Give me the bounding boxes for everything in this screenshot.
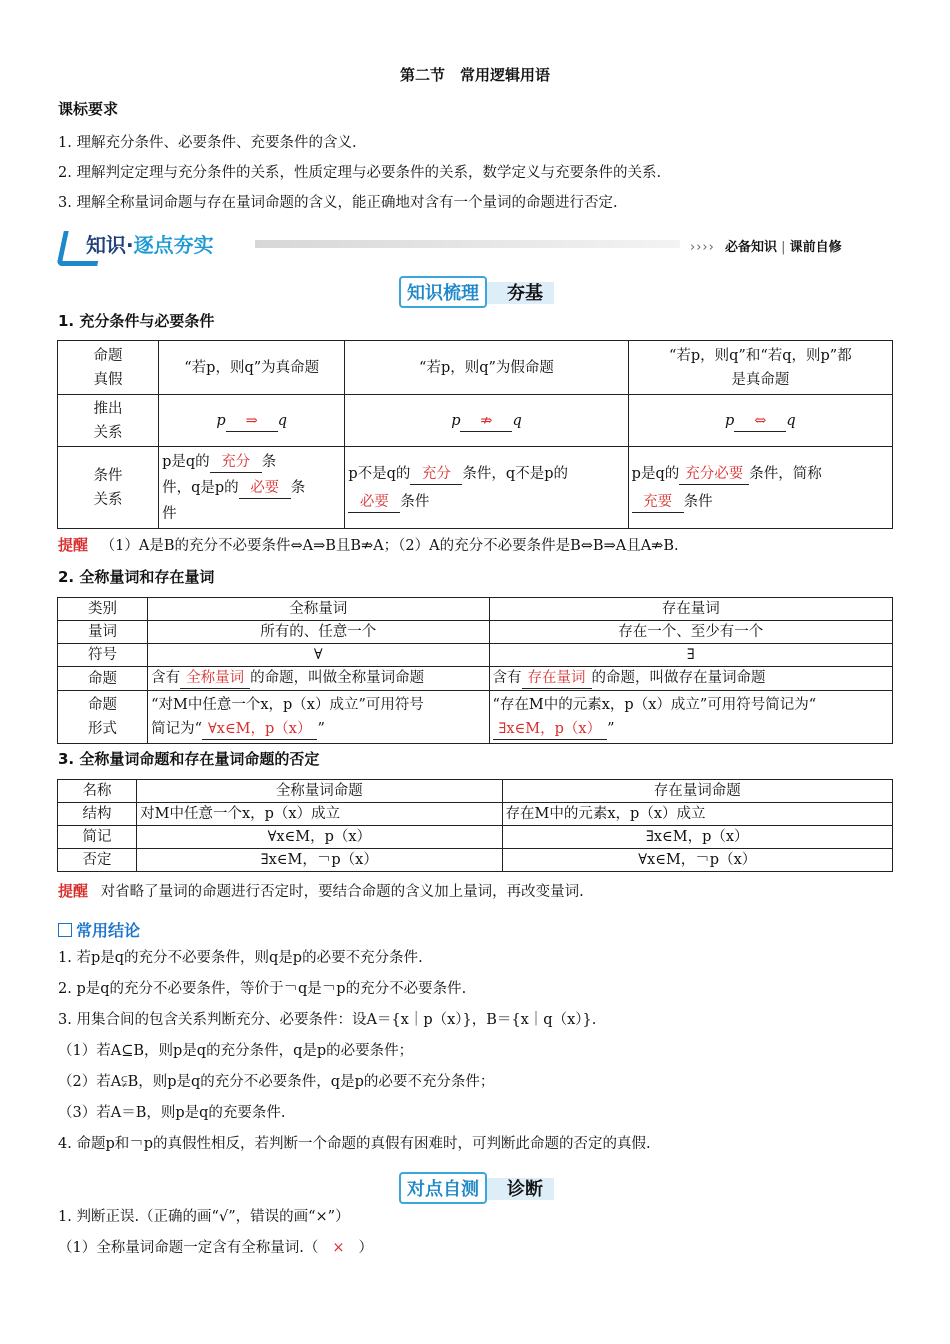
header-cell: 全称量词命题: [137, 780, 502, 803]
table-cell: ∃x∈M，￢p（x）: [137, 849, 502, 872]
reminder-text: 对省略了量词的命题进行否定时，要结合命题的含义加上量词，再改变量词.: [100, 884, 584, 900]
conclusion-item: 3. 用集合间的包含关系判断充分、必要条件：设A＝{x｜p（x）}，B＝{x｜q（x）}.: [58, 1012, 597, 1028]
answer-blank: 充分: [210, 453, 262, 473]
section2-heading: 2. 全称量词和存在量词: [58, 568, 215, 586]
banner-sep: |: [781, 240, 786, 255]
answer-blank: ∃x∈M，p（x）: [493, 720, 608, 740]
cell-not-sufficient: p不是q的 充分 条件，q不是p的 必要 条件: [345, 447, 628, 529]
cell-iff: p ⇔ q: [628, 395, 892, 447]
banner-divider: [255, 240, 680, 248]
conclusion-item: （3）若A＝B，则p是q的充要条件.: [58, 1105, 286, 1121]
curriculum-item: 1. 理解充分条件、必要条件、充要条件的含义.: [58, 135, 357, 151]
quantifier-table: [57, 597, 893, 744]
row-label: 符号: [58, 644, 148, 667]
exercise-answer: ×: [332, 1240, 345, 1256]
reminder-text: （1）A是B的充分不必要条件⇔A⇒B且B⇏A；（2）A的充分不必要条件是B⇔B⇒A且A⇏B.: [100, 538, 679, 554]
row-label: 命题 真假: [58, 341, 159, 395]
condition-table: [57, 340, 893, 529]
reminder-label: 提醒: [58, 882, 89, 900]
answer-blank: 全称量词: [180, 669, 250, 689]
table-cell: 存在一个、至少有一个: [489, 621, 893, 644]
cell-true: “若p，则q”为真命题: [159, 341, 345, 395]
badge-self-test-tail: 诊断: [507, 1179, 543, 1200]
table-cell: ∀x∈M，p（x）: [137, 826, 502, 849]
table-cell: 含有 全称量词 的命题，叫做全称量词命题: [148, 667, 489, 691]
curriculum-item: 2. 理解判定定理与充分条件的关系，性质定理与必要条件的关系，数学定义与充要条件的关系.: [58, 165, 662, 181]
header-cell: 全称量词: [148, 598, 489, 621]
answer-blank: 必要: [348, 493, 400, 513]
row-label: 否定: [58, 849, 137, 872]
conclusion-item: 2. p是q的充分不必要条件，等价于￢q是￢p的充分不必要条件.: [58, 981, 467, 997]
row-label: 命题 形式: [58, 691, 148, 744]
answer-blank: 充要: [632, 493, 684, 513]
answer-blank: ⇔: [734, 412, 786, 432]
curriculum-item: 3. 理解全称量词命题与存在量词命题的含义，能正确地对含有一个量词的命题进行否定.: [58, 195, 618, 211]
conclusion-item: （2）若A⫋B，则p是q的充分不必要条件，q是p的必要不充分条件；: [58, 1074, 495, 1090]
table-cell: ∀x∈M，￢p（x）: [502, 849, 892, 872]
badge-knowledge: 知识梳理: [399, 276, 487, 308]
badge-knowledge-tail: 夯基: [507, 283, 543, 304]
conclusion-item: 4. 命题p和￢p的真假性相反，若判断一个命题的真假有困难时，可判断此命题的否定的真假.: [58, 1136, 651, 1152]
answer-blank: ⇒: [226, 412, 278, 432]
conclusions-heading: 常用结论: [76, 921, 141, 940]
answer-blank: ∀x∈M，p（x）: [202, 720, 317, 740]
section1-heading: 1. 充分条件与必要条件: [58, 312, 215, 330]
header-cell: 存在量词: [489, 598, 893, 621]
table-cell: 存在M中的元素x，p（x）成立: [502, 803, 892, 826]
conclusion-item: 1. 若p是q的充分不必要条件，则q是p的必要不充分条件.: [58, 950, 423, 966]
row-label: 简记: [58, 826, 137, 849]
answer-blank: 充分必要: [679, 465, 749, 485]
row-label: 命题: [58, 667, 148, 691]
banner-main-a: 知识: [86, 233, 126, 257]
table-cell: “存在M中的元素x，p（x）成立”可用符号简记为“ ∃x∈M，p（x） ”: [489, 691, 893, 744]
exercise-question: 1. 判断正误.（正确的画“√”，错误的画“×”）: [58, 1209, 350, 1225]
reminder-label: 提醒: [58, 536, 89, 554]
answer-blank: 必要: [239, 479, 291, 499]
checkbox-icon: [58, 923, 72, 937]
cell-not-implies: p ⇏ q: [345, 395, 628, 447]
header-cell: 存在量词命题: [502, 780, 892, 803]
row-label: 量词: [58, 621, 148, 644]
table-cell: ∃: [489, 644, 893, 667]
curriculum-heading: 课标要求: [58, 100, 119, 118]
cell-both-true: “若p，则q”和“若q，则p”都 是真命题: [628, 341, 892, 395]
page-title: 第二节 常用逻辑用语: [399, 66, 550, 84]
cell-sufficient: p是q的 充分 条 件，q是p的 必要 条 件: [159, 447, 345, 529]
banner-right-a: 必备知识: [724, 240, 777, 255]
banner-arrows-icon: ››››: [690, 240, 715, 255]
table-cell: 所有的、任意一个: [148, 621, 489, 644]
header-cell: 名称: [58, 780, 137, 803]
cell-implies: p ⇒ q: [159, 395, 345, 447]
section3-heading: 3. 全称量词命题和存在量词命题的否定: [58, 750, 320, 768]
banner-main-b: 逐点夯实: [133, 233, 214, 257]
answer-blank: 充分: [410, 465, 462, 485]
conclusion-item: （1）若A⊆B，则p是q的充分条件，q是p的必要条件；: [58, 1043, 414, 1059]
table-cell: ∀: [148, 644, 489, 667]
table-cell: 含有 存在量词 的命题，叫做存在量词命题: [489, 667, 893, 691]
cell-necessary-sufficient: p是q的 充分必要 条件，简称 充要 条件: [628, 447, 892, 529]
cell-false: “若p，则q”为假命题: [345, 341, 628, 395]
badge-self-test: 对点自测: [399, 1172, 487, 1204]
answer-blank: 存在量词: [522, 669, 592, 689]
header-cell: 类别: [58, 598, 148, 621]
negation-table: [57, 779, 893, 872]
exercise-subquestion: （1）全称量词命题一定含有全称量词.（: [58, 1240, 319, 1256]
table-cell: ∃x∈M，p（x）: [502, 826, 892, 849]
row-label: 条件 关系: [58, 447, 159, 529]
table-cell: “对M中任意一个x，p（x）成立”可用符号 简记为“ ∀x∈M，p（x） ”: [148, 691, 489, 744]
table-cell: 对M中任意一个x，p（x）成立: [137, 803, 502, 826]
row-label: 推出 关系: [58, 395, 159, 447]
banner-dot: ·: [126, 233, 134, 257]
row-label: 结构: [58, 803, 137, 826]
banner-right-b: 课前自修: [789, 240, 842, 255]
exercise-paren: ）: [358, 1240, 373, 1256]
answer-blank: ⇏: [460, 412, 512, 432]
